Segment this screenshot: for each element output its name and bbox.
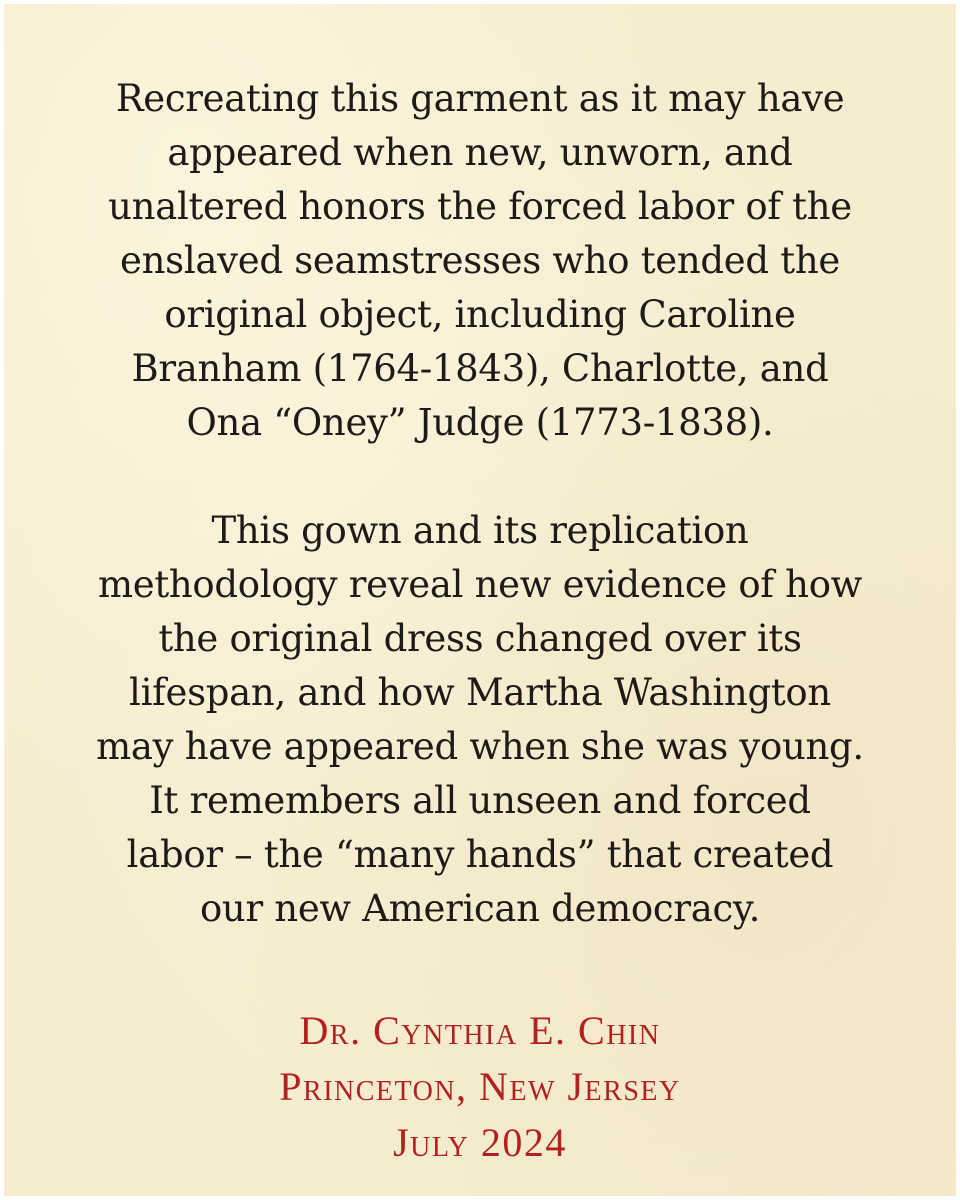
paragraph-line: methodology reveal new evidence of how xyxy=(97,563,863,606)
signature-date: July 2024 xyxy=(393,1120,567,1165)
paragraph-dedication xyxy=(40,72,920,450)
paragraph-line: This gown and its replication xyxy=(211,509,749,552)
paragraph-line: unaltered honors the forced labor of the xyxy=(108,185,852,228)
paragraph-methodology xyxy=(40,504,920,936)
paragraph-line: may have appeared when she was young. xyxy=(96,725,864,768)
paragraph-line: It remembers all unseen and forced xyxy=(149,779,811,822)
paragraph-line: labor – the “many hands” that created xyxy=(126,833,834,876)
paragraph-line: appeared when new, unworn, and xyxy=(167,131,793,174)
paragraph-line: Branham (1764-1843), Charlotte, and xyxy=(131,347,829,390)
author-name: Dr. Cynthia E. Chin xyxy=(299,1008,661,1053)
signature-block xyxy=(40,1003,920,1171)
statement-text xyxy=(40,72,920,936)
paragraph-line: our new American democracy. xyxy=(199,887,761,930)
paragraph-line: original object, including Caroline xyxy=(164,293,796,336)
paragraph-line: Recreating this garment as it may have xyxy=(115,77,845,120)
paragraph-line: enslaved seamstresses who tended the xyxy=(120,239,840,282)
paragraph-line: lifespan, and how Martha Washington xyxy=(129,671,831,714)
author-location: Princeton, New Jersey xyxy=(279,1064,681,1109)
paragraph-line: the original dress changed over its xyxy=(158,617,802,660)
paragraph-line: Ona “Oney” Judge (1773-1838). xyxy=(186,401,774,444)
